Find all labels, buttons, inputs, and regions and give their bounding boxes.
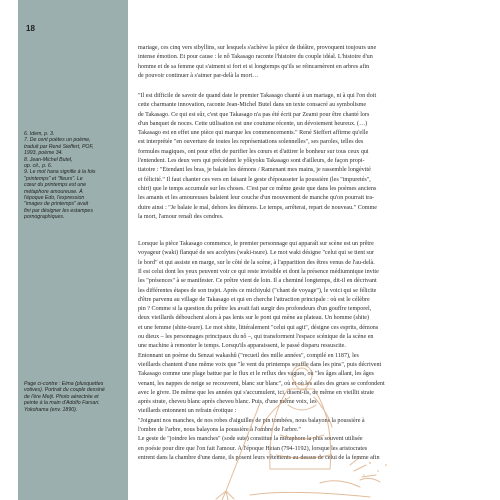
footnote-line: fini par désigner les estampes — [24, 207, 93, 214]
text-line: "Il est difficile de savoir de quand date le premier Takasago chanté à un mariage, ni à qui l'on doit — [138, 93, 377, 99]
text-line: d'être parvenu au village de Takasago et qui en cherche l'attraction principale : où est le célèbre — [138, 296, 370, 303]
text-line: mariage, ces cinq vers sibyllins, sur lesquels s'achève la pièce de théâtre, provoquent toujours une — [138, 45, 377, 51]
text-line: vieillards chantent d'une même voix que "le vent du printemps souffle dans les pins", puis décrivent — [138, 361, 382, 368]
text-line: en poésie pour dire que l'on fait l'amour. À l'époque Heian (794-1192), lorsque les aristocrates — [138, 445, 368, 452]
text-line: duire ainsi : "Je balaie le mal, dehors les démons. Le temps, arrêterai, repart de nouveau." Comme — [138, 204, 377, 211]
text-line: deux vieillards débouchent alors à pas lents sur le pont qui mène au plateau. Un homme (shite) — [138, 315, 369, 322]
footnote-line: métaphore amoureuse. À — [24, 188, 83, 195]
caption-line: Yokohama (env. 1890). — [24, 406, 78, 413]
text-line: Takasago comme une plage battue par le flux et le reflux des vagues, où "les âges allant, les âges — [138, 371, 374, 378]
page-number: 18 — [26, 24, 35, 33]
caption-line: votives). Portrait du couple dessiné — [24, 387, 105, 394]
text-line: l'entendent. Les deux vers qui précèdent le yôkyoku Takasago sont d'ailleurs, de façon propi- — [138, 158, 365, 165]
sweeping-old-man-drawing-icon — [200, 345, 415, 500]
paragraph-3 — [138, 240, 484, 268]
footnote-line: 7. De cent poètes un poème, — [24, 137, 91, 144]
text-line: Il est celui dont les yeux peuvent voir ce qui reste invisible et dont la présence médiumnique invite — [138, 269, 379, 275]
text-line: "Joignant nos manches, de nos robes d'aiguilles de pin tombées, nous balayons la poussière à — [138, 417, 365, 424]
text-line: tiatoire : "Étendant les bras, je balaie les démons / Ramenant mes mains, je rassemble longévité — [138, 167, 371, 174]
footnote-line: pornographiques. — [24, 214, 65, 221]
footnote-line: 9. Le mot hana signifie à la fois — [24, 169, 96, 176]
text-line: Entonnant un poème du Senzai wakashû ("recueil des mille années", compilé en 1187), les — [138, 352, 359, 359]
text-line: la mort, l'amour renaît des cendres. — [138, 213, 224, 220]
footnote-line: 1993, poème 34. — [24, 150, 63, 157]
text-line: une machine à remonter le temps. Lorsqu'ils apparaissent, le passé disparu ressuscite. — [138, 343, 346, 350]
text-line: avec le givre. De même que les années qui s'accumulent, ici, disent-ils, de même en vieillit strate — [138, 389, 374, 396]
text-line: pin ? Comme si la question du prêtre les avait fait surgir des profondeurs d'un gouffre temporel, — [138, 306, 372, 313]
sidebar-panel — [18, 0, 128, 500]
text-line: voyageur (waki) flanqué de ses acolytes (waki-tsure). Le mot waki désigne "celui qui se tient sur — [138, 250, 375, 257]
text-line: vieillards entonnent un refrain érotique : — [138, 408, 237, 415]
text-line: les différentes étapes de son trajet. Après ce michiyuki ("chant de voyage"), le voici qui se félicite — [138, 287, 377, 294]
footnote-line: cœur du printemps est une — [24, 182, 86, 189]
text-line: Takasago est en effet une pièce qui marque les commencements." René Sieffert affirme qu'elle — [138, 130, 369, 137]
text-line: cette charmante innovation, raconte Jean-Michel Butel dans un texte consacré au symbolisme — [138, 102, 367, 109]
text-line: entrent dans la chambre d'une dame, ils posent leurs vêtements au-dessus de celui de la femme afin — [138, 454, 380, 461]
caption-line: peinte à la main d'Adolfo Farsari. — [24, 400, 100, 407]
caption-line: de l'ère Meiji. Photo aérectrée et — [24, 393, 99, 400]
paragraph-2 — [138, 92, 484, 222]
footnote-line: 8. Jean-Michel Butel, — [24, 156, 73, 163]
text-line: l'ombre de l'arbre, nous balayons la poussière à l'ombre de l'arbre." — [138, 427, 301, 434]
footnotes — [24, 131, 122, 221]
caption-line: Page ci-contre : Eima (plusquettes — [24, 381, 104, 387]
text-line: et félicité." Il faut chanter ces vers en faisant le geste d'épousseter la poussière (les "impuretés", — [138, 176, 371, 183]
image-caption — [24, 381, 122, 413]
text-line: chiri) que le temps accumule sur les choses. C'est par ce même geste que dans les poèmes anciens — [138, 185, 377, 192]
text-line: ou dieux – les personnages principaux du nô –, qui transforment l'espace scénique de la scène en — [138, 334, 374, 341]
text-line: de pouvoir continuer à s'aimer par-delà la mort… — [138, 72, 259, 79]
text-line: les "présences" à se manifester. Ce prêtre vient de loin. Il a cheminé longtemps, dit-il en décrivant — [138, 278, 377, 285]
text-line: et une femme (shite-tsure). Le mot shite, littéralement "celui qui agit", désigne ces esprits, démons — [138, 324, 379, 331]
text-line: est interprétée "en ouverture de toutes les représentations solennelles", ses paroles, telles des — [138, 139, 364, 146]
footnote-line: traduit par René Sieffert, POF, — [24, 143, 94, 150]
footnote-line: "printemps" et "fleurs". Le — [24, 175, 83, 182]
paragraph-1 — [138, 44, 484, 81]
text-line: après strate, cheveu blanc après cheveu blanc. Puis, d'une même voix, les — [138, 399, 317, 406]
text-line: les amants et les amoureuses balaient leur couche d'un mouvement de manche qu'on pourrait tra- — [138, 195, 375, 202]
text-line: Lorsque la pièce Takasago commence, le premier personnage qui apparaît sur scène est un prêtre — [138, 241, 374, 247]
footnote-line: l'époque Edo, l'expression — [24, 195, 85, 202]
footnote-line: 6. Idem, p. 3. — [24, 131, 55, 137]
text-line: intense émotion. Et pour cause : le nô Takasago raconte l'histoire du couple idéal. L'histoire d'un — [138, 54, 373, 61]
text-line: de Takasago. Ce qui est sûr, c'est que Takasago n'a pas été écrit par Zeami pour être chanté lors — [138, 111, 370, 118]
footnote-line: op. cit., p. 6. — [24, 163, 53, 170]
text-line: venant, les nappes de neige se recouvrent, blanc sur blanc", où et où les ailes des grues se confondent — [138, 380, 385, 387]
footnote-line: "images de printemps" avait — [24, 201, 89, 208]
text-line: formules magiques, ont pour effet de purifier les cœurs et d'attirer le bonheur sur tous ceux qui — [138, 148, 369, 155]
text-line: le bord" et qui assiste en marge, sur le côté de la scène, à l'apparition des êtres venus de l'au-delà. — [138, 259, 375, 266]
text-line: homme et de sa femme qui s'aiment si fort et si longtemps qu'ils se réincarnèrent en arbres afin — [138, 63, 370, 70]
text-line: d'un banquet de noces. Cette utilisation est une coutume récente, un dévoiement heureux. (…) — [138, 120, 368, 127]
text-line: Le geste de "joindre les manches" (sode sute) constitue la métaphore la plus souvent utilisée — [138, 436, 363, 443]
